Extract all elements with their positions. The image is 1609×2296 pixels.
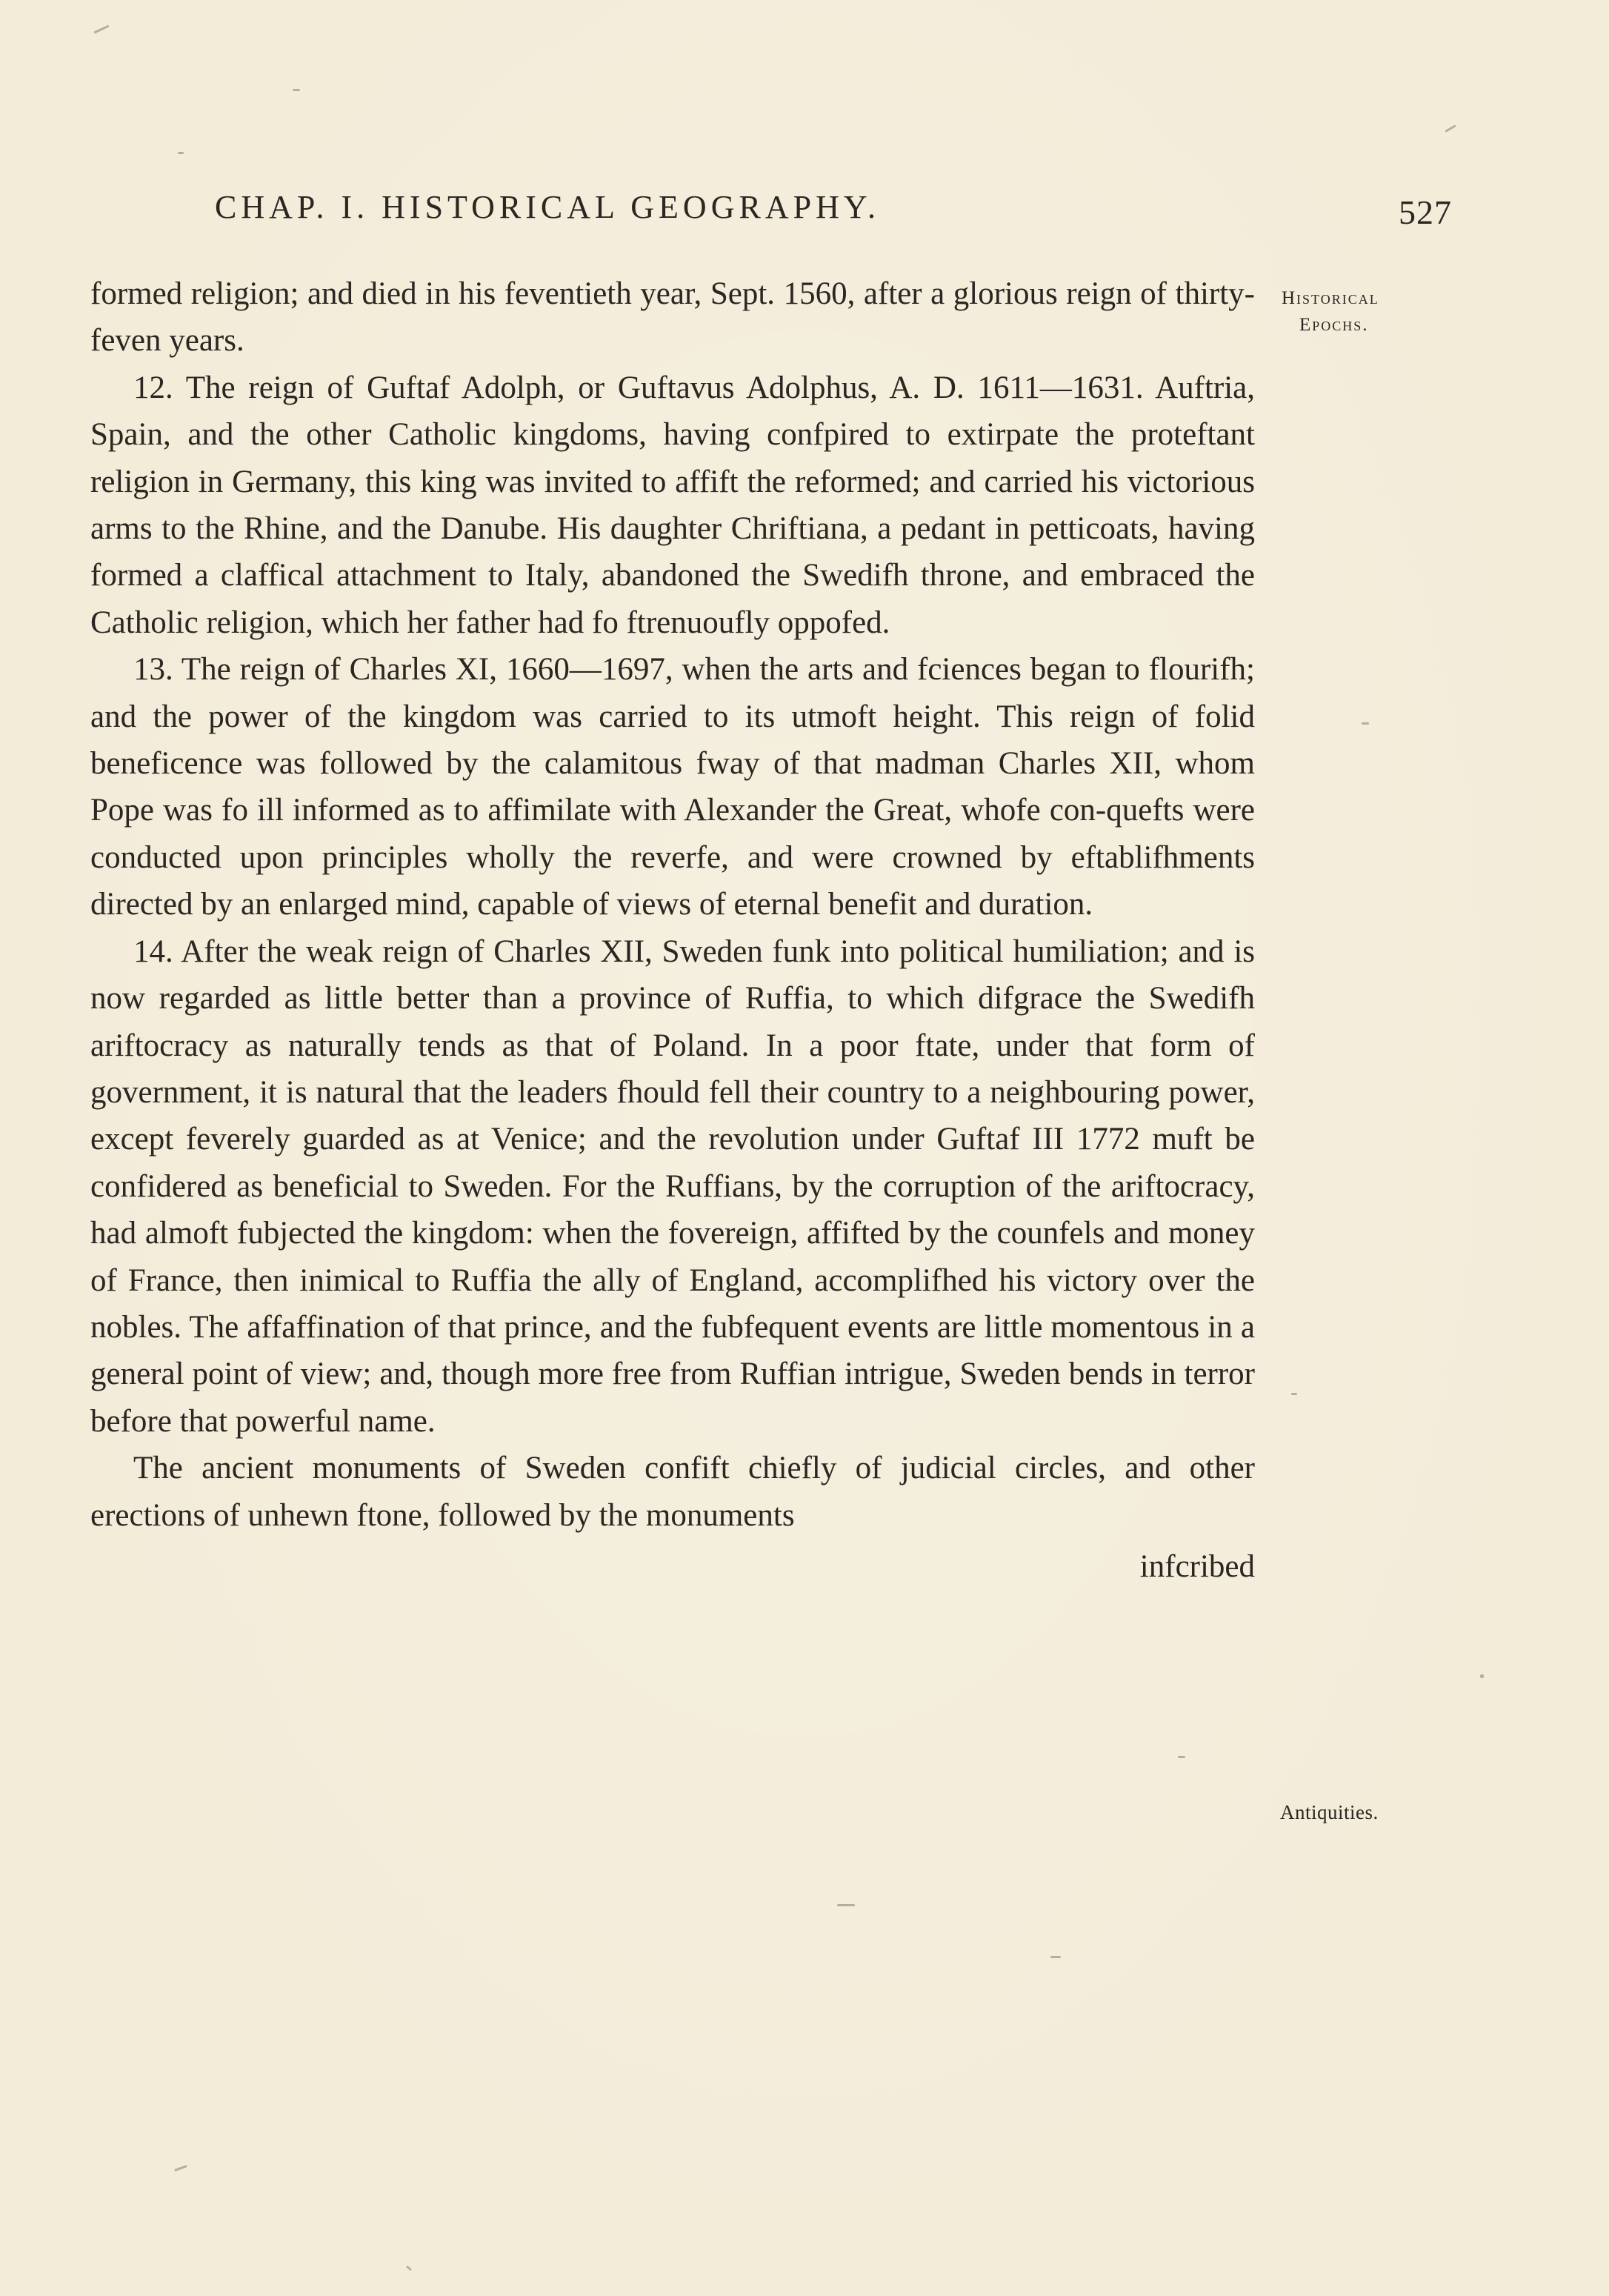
paragraph-antiquities: The ancient monuments of Sweden confift chiefly of judicial circles, and other erections of unhewn ftone, followed by the monuments bbox=[90, 1451, 1255, 1533]
marginal-note-line-1: Historical bbox=[1282, 288, 1379, 308]
paper-speck bbox=[1445, 124, 1456, 133]
page-number: 527 bbox=[1399, 193, 1452, 231]
paper-speck bbox=[293, 89, 300, 91]
marginal-note-historical-epochs bbox=[1282, 285, 1445, 339]
paper-speck bbox=[1362, 722, 1369, 725]
paper-speck bbox=[178, 152, 184, 154]
paragraph-12: 12. The reign of Guftaf Adolph, or Guftavus Adolphus, A. D. 1611—1631. Auftria, Spain, and the other Catholic kingdoms, having confpired to extirpate the proteftant religion in Germany, this king was invited to affift the reformed; and carried his victorious arms to the Rhine, and the Danube. His daughter Chriftiana, a pedant in petticoats, having formed a claffical attachment to Italy, abandoned the Swedifh throne, and embraced the Catholic religion, which her father had fo ftrenuoufly oppofed. bbox=[90, 370, 1255, 640]
running-title: CHAP. I. HISTORICAL GEOGRAPHY. bbox=[215, 189, 880, 225]
marginal-note-line-2: Epochs. bbox=[1299, 315, 1369, 335]
marginal-note-antiquities: Antiquities. bbox=[1280, 1801, 1379, 1823]
paragraph-continuation: formed religion; and died in his feventieth year, Sept. 1560, after a glorious reign of thirty-feven years. bbox=[90, 276, 1255, 359]
paper-speck bbox=[406, 2266, 412, 2271]
paper-speck bbox=[1050, 1956, 1061, 1958]
paragraph-13: 13. The reign of Charles XI, 1660—1697, when the arts and fciences began to flourifh; and the power of the kingdom was carried to its utmoft height. This reign of folid beneficence was followed by the calamitous fway of that madman Charles XII, whom Pope was fo ill informed as to affimilate with Alexander the Great, whofe con-quefts were conducted upon principles wholly the reverfe, and were crowned by eftablifhments directed by an enlarged mind, capable of views of eternal benefit and duration. bbox=[90, 652, 1255, 922]
body-text bbox=[90, 270, 1255, 1590]
catchword: infcribed bbox=[1139, 1548, 1255, 1584]
running-head bbox=[90, 188, 1452, 240]
paper-speck bbox=[93, 24, 109, 33]
paper-speck bbox=[1480, 1674, 1484, 1678]
paper-speck bbox=[1291, 1393, 1297, 1395]
paragraph-14: 14. After the weak reign of Charles XII, Sweden funk into political humiliation; and is now regarded as little better than a province of Ruffia, to which difgrace the Swedifh ariftocracy as naturally tends as that of Poland. In a poor ftate, under that form of government, it is natural that the leaders fhould fell their country to a neighbouring power, except feverely guarded as at Venice; and the revolution under Guftaf III 1772 muft be confidered as beneficial to Sweden. For the Ruffians, by the corruption of the ariftocracy, had almoft fubjected the kingdom: when the fovereign, affifted by the counfels and money of France, then inimical to Ruffia the ally of England, accomplifhed his victory over the nobles. The affaffination of that prince, and the fubfequent events are little momentous in a general point of view; and, though more free from Ruffian intrigue, Sweden bends in terror before that powerful name. bbox=[90, 934, 1255, 1439]
paper-speck bbox=[837, 1904, 855, 1906]
paper-speck bbox=[174, 2165, 187, 2172]
paper-speck bbox=[1178, 1756, 1185, 1758]
